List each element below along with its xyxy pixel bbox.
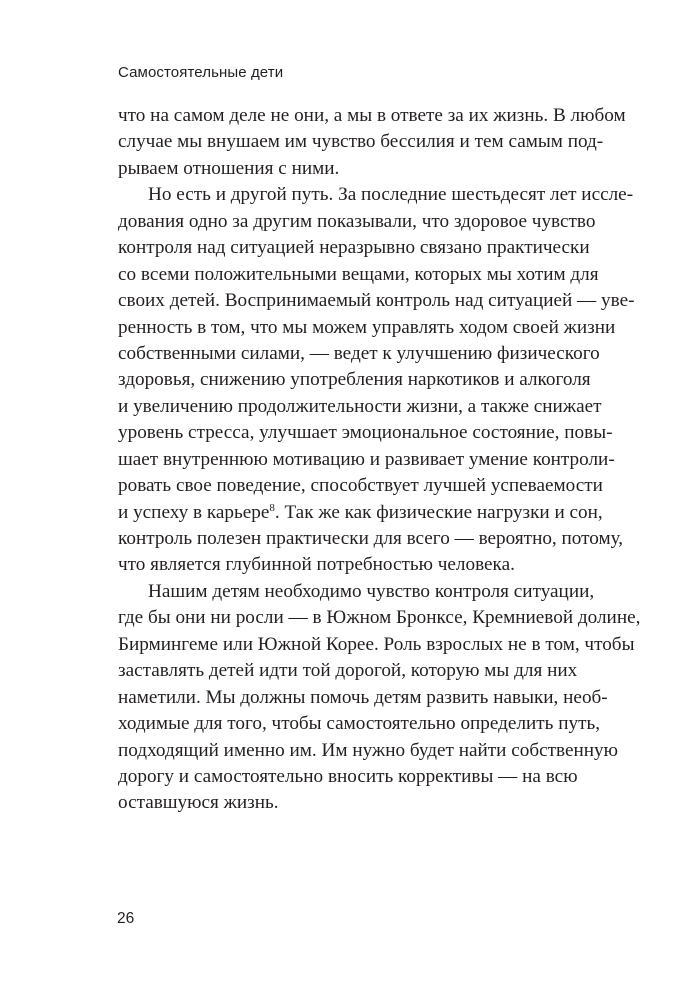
text-line: заставлять детей идти той дорогой, которую мы для них bbox=[118, 660, 578, 682]
text-line: контроля над ситуацией неразрывно связано практически bbox=[118, 237, 590, 259]
footnote-marker[interactable]: 8 bbox=[269, 501, 275, 514]
text-line: Но есть и другой путь. За последние шестьдесят лет иссле- bbox=[148, 184, 634, 206]
text-line: Бирмингеме или Южной Корее. Роль взрослых не в том, чтобы bbox=[118, 633, 635, 655]
text-line: рываем отношения с ними. bbox=[118, 157, 340, 179]
text-line: шает внутреннюю мотивацию и развивает умение контроли- bbox=[118, 448, 615, 470]
paragraph-3 bbox=[118, 579, 641, 817]
text-line: уровень стресса, улучшает эмоциональное состояние, повы- bbox=[118, 422, 613, 444]
body-text bbox=[118, 103, 641, 817]
text-line: своих детей. Воспринимаемый контроль над ситуацией — уве- bbox=[118, 290, 635, 312]
text-fragment: . Так же как физические нагрузки и сон, bbox=[274, 501, 603, 523]
text-line: контроль полезен практически для всего — вероятно, потому, bbox=[118, 528, 624, 549]
text-line: дования одно за другим показывали, что здоровое чувство bbox=[118, 210, 596, 232]
text-line: оставшуюся жизнь. bbox=[118, 792, 279, 814]
text-line-with-footnote bbox=[118, 500, 603, 526]
text-line: со всеми положительными вещами, которых мы хотим для bbox=[118, 263, 599, 285]
text-line: где бы они ни росли — в Южном Бронксе, Кремниевой долине, bbox=[118, 607, 641, 629]
paragraph-2 bbox=[118, 182, 635, 579]
text-fragment: и успеху в карьере bbox=[118, 501, 270, 523]
paragraph-1 bbox=[118, 103, 626, 182]
text-line: и увеличению продолжительности жизни, а также снижает bbox=[118, 395, 602, 417]
text-line: собственными силами, — ведет к улучшению физического bbox=[118, 342, 600, 364]
text-line: случае мы внушаем им чувство бессилия и тем самым под- bbox=[118, 131, 604, 153]
text-line: здоровья, снижению употребления наркотиков и алкоголя bbox=[118, 369, 591, 391]
text-line: подходящий именно им. Им нужно будет найти собственную bbox=[118, 739, 618, 761]
text-line: дорогу и самостоятельно вносить коррективы — на всю bbox=[118, 765, 578, 787]
text-line: что на самом деле не они, а мы в ответе за их жизнь. В любом bbox=[118, 105, 626, 126]
text-line: ренность в том, что мы можем управлять ходом своей жизни bbox=[118, 316, 616, 338]
running-head-title: Самостоятельные дети bbox=[118, 64, 284, 81]
text-line: что является глубинной потребностью человека. bbox=[118, 554, 515, 576]
page-number: 26 bbox=[117, 910, 135, 927]
text-line: наметили. Мы должны помочь детям развить навыки, необ- bbox=[118, 686, 608, 708]
text-line: Нашим детям необходимо чувство контроля ситуации, bbox=[148, 580, 595, 602]
text-line: ходимые для того, чтобы самостоятельно определить путь, bbox=[118, 713, 601, 735]
text-line: ровать свое поведение, способствует лучшей успеваемости bbox=[118, 475, 603, 497]
